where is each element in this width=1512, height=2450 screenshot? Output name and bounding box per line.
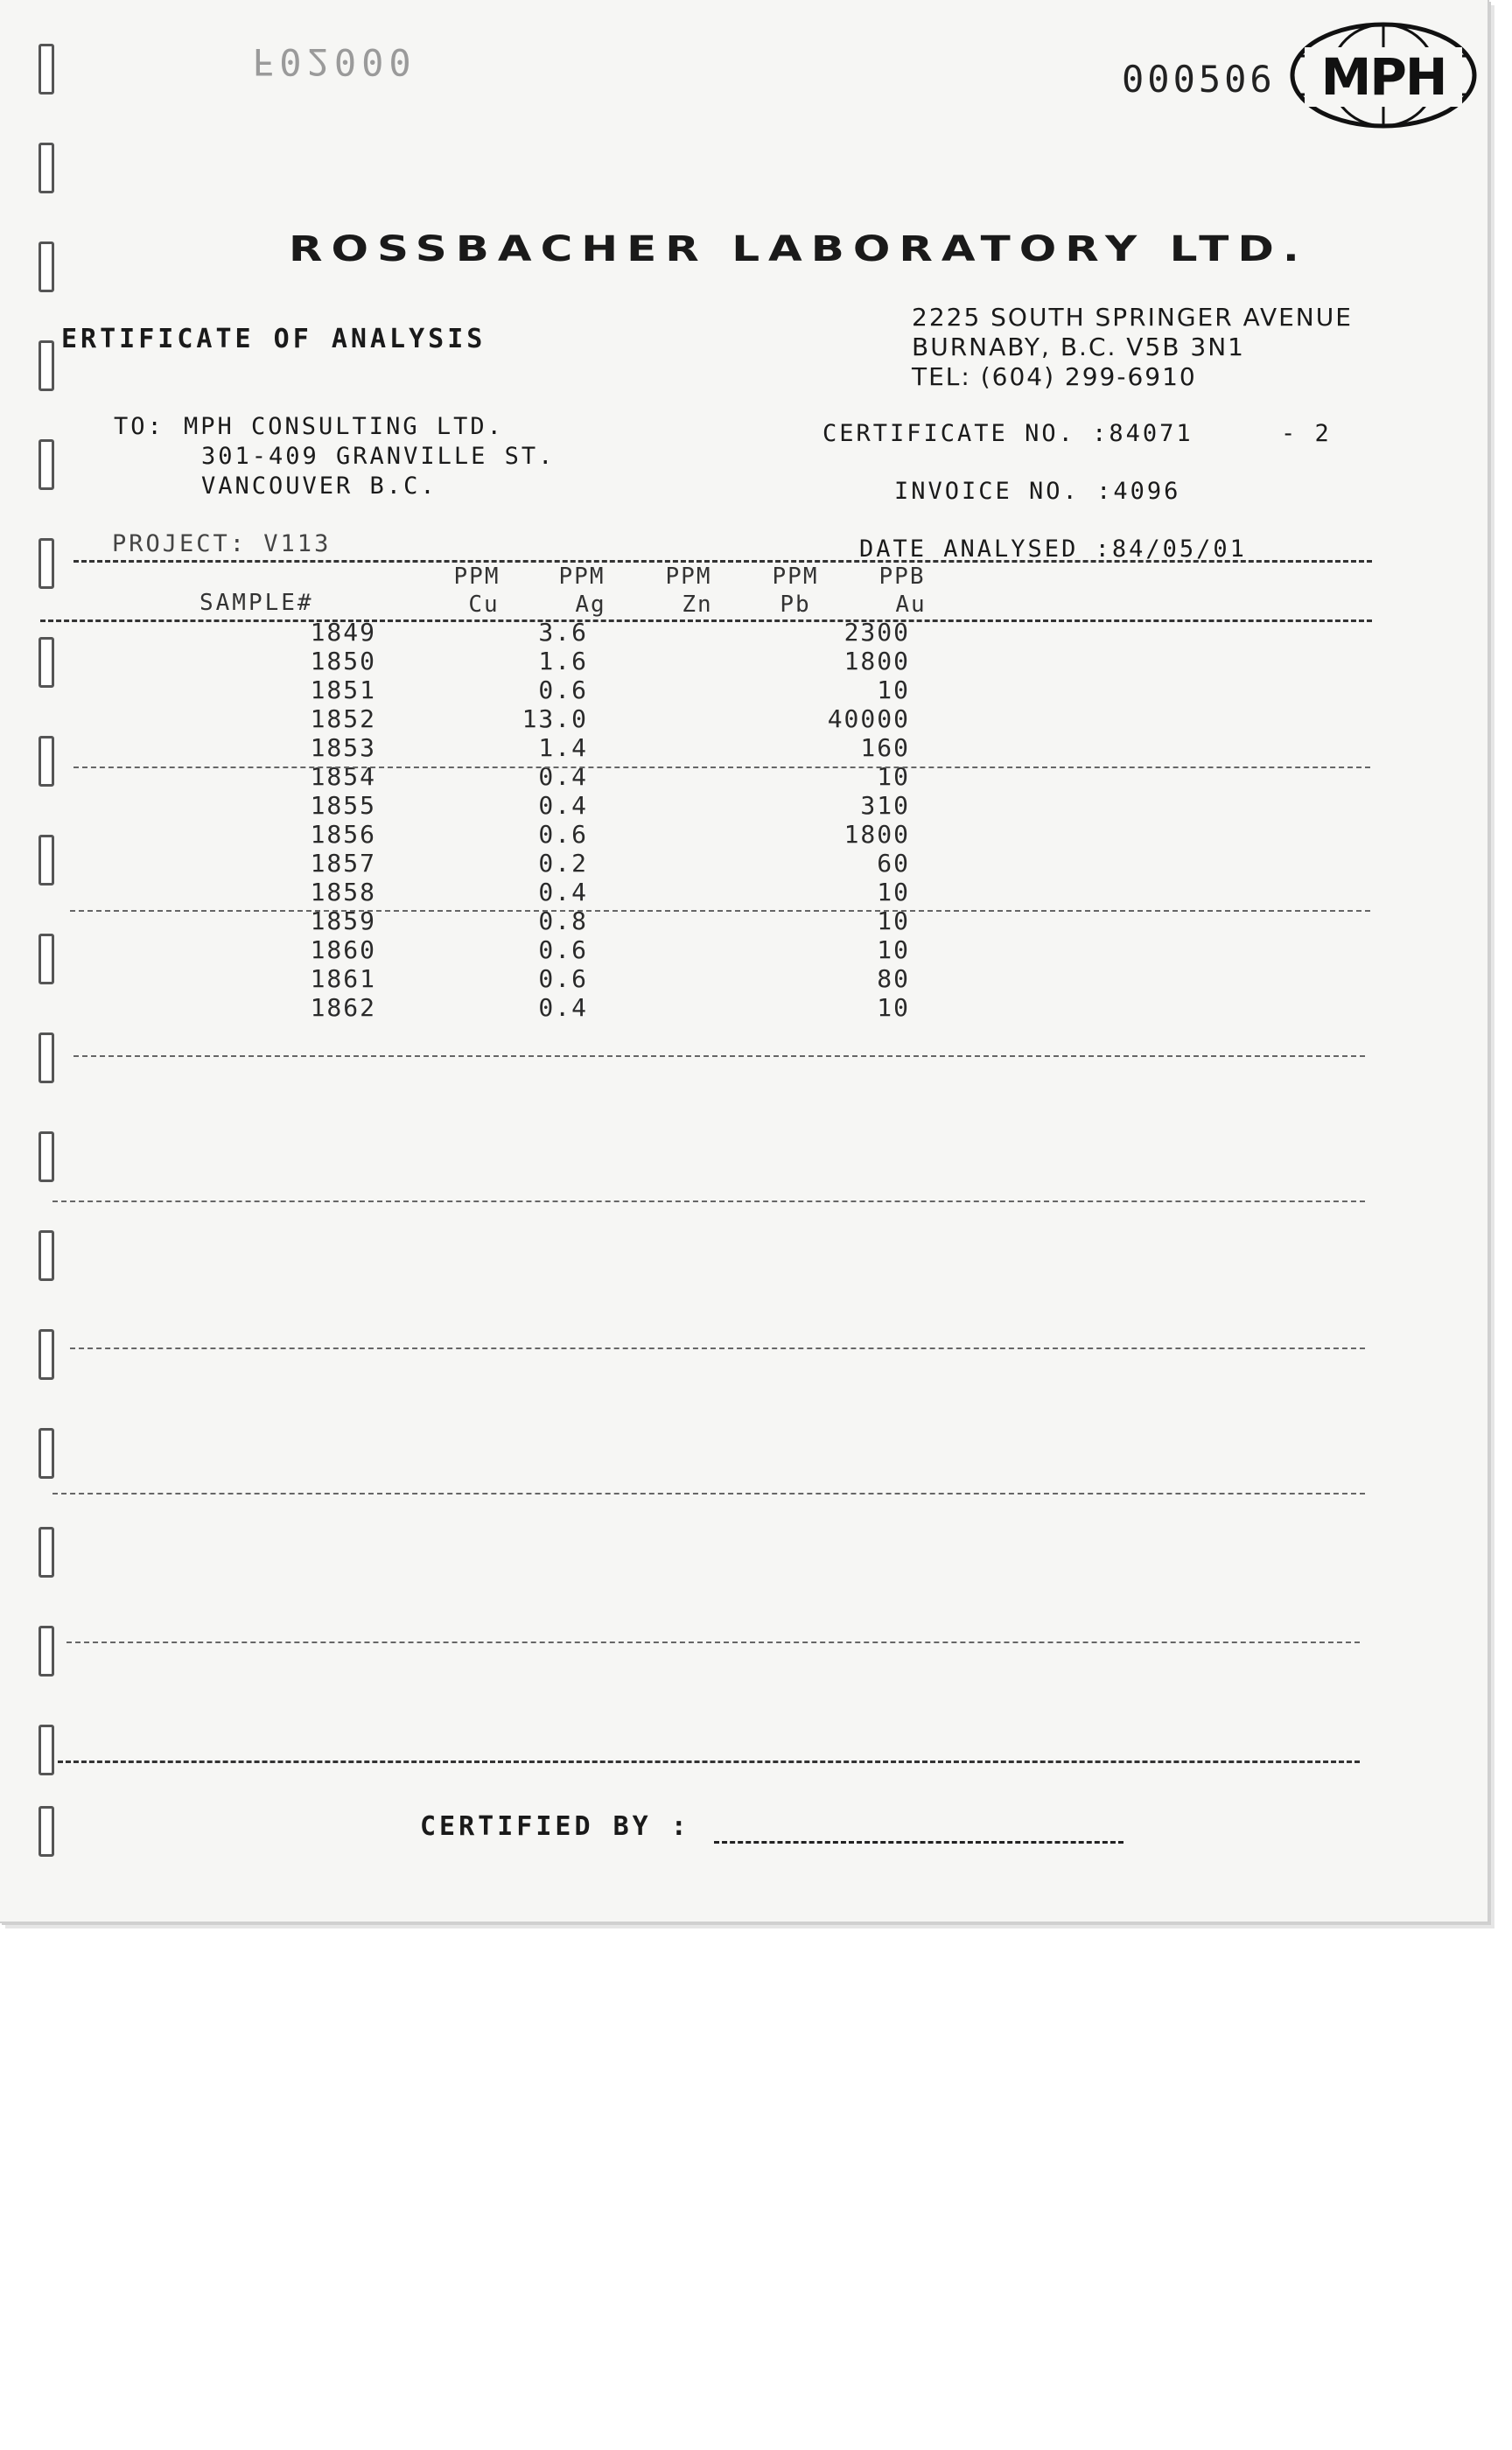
sample-cell: 1860 <box>310 935 376 964</box>
client-street: 301-409 GRANVILLE ST. <box>201 443 556 470</box>
address-line-2: BURNABY, B.C. V5B 3N1 <box>912 332 1245 361</box>
au-cell: 2300 <box>844 618 910 647</box>
sample-cell: 1851 <box>310 676 376 704</box>
binder-hole <box>38 44 54 94</box>
client-name: MPH CONSULTING LTD. <box>184 413 504 440</box>
col-element-ag: Ag <box>575 592 606 618</box>
table-row <box>0 676 1488 704</box>
col-unit-au: PPB <box>878 564 926 590</box>
binder-hole <box>38 1230 54 1281</box>
address-phone: TEL: (604) 299-6910 <box>912 362 1197 391</box>
row-group-rule <box>74 766 1370 768</box>
binder-hole <box>38 1527 54 1578</box>
logo-text: MPH <box>1305 47 1462 107</box>
ag-cell: 13.0 <box>522 704 588 733</box>
client-city: VANCOUVER B.C. <box>201 472 438 500</box>
sample-cell: 1852 <box>310 704 376 733</box>
au-cell: 1800 <box>844 820 910 849</box>
au-cell: 10 <box>877 676 910 704</box>
table-row <box>0 849 1488 878</box>
lab-name: ROSSBACHER LABORATORY LTD. <box>289 229 1308 270</box>
au-cell: 310 <box>860 791 910 820</box>
au-cell: 10 <box>877 762 910 791</box>
col-element-cu: Cu <box>468 592 500 618</box>
ag-cell: 1.6 <box>538 647 588 676</box>
ag-cell: 0.8 <box>538 906 588 935</box>
certificate-title: ERTIFICATE OF ANALYSIS <box>61 324 486 354</box>
blank-rule <box>52 1200 1365 1202</box>
mph-logo <box>1290 21 1477 130</box>
project-label: PROJECT: V113 <box>112 530 332 557</box>
sample-cell: 1861 <box>310 964 376 993</box>
au-cell: 80 <box>877 964 910 993</box>
binder-hole <box>38 538 54 589</box>
certified-by-label: CERTIFIED BY : <box>420 1811 690 1842</box>
au-cell: 40000 <box>827 704 910 733</box>
sample-cell: 1850 <box>310 647 376 676</box>
table-row <box>0 964 1488 993</box>
sample-cell: 1856 <box>310 820 376 849</box>
ag-cell: 0.6 <box>538 964 588 993</box>
table-row <box>0 935 1488 964</box>
sample-header: SAMPLE# <box>200 590 314 616</box>
to-label: TO: <box>114 413 164 440</box>
sample-cell: 1862 <box>310 993 376 1022</box>
ag-cell: 0.2 <box>538 849 588 878</box>
certificate-number: CERTIFICATE NO. :84071 <box>822 420 1194 447</box>
sample-cell: 1858 <box>310 878 376 906</box>
ag-cell: 0.4 <box>538 762 588 791</box>
sample-cell: 1849 <box>310 618 376 647</box>
blank-rule <box>52 1493 1365 1494</box>
table-row <box>0 878 1488 906</box>
binder-hole <box>38 1725 54 1775</box>
table-row <box>0 820 1488 849</box>
au-cell: 10 <box>877 878 910 906</box>
table-row <box>0 733 1488 762</box>
binder-hole <box>38 1806 54 1857</box>
top-left-code: F02000 <box>252 40 416 83</box>
table-row <box>0 791 1488 820</box>
row-group-rule <box>70 910 1370 912</box>
au-cell: 10 <box>877 935 910 964</box>
header-rule <box>74 560 1372 563</box>
au-cell: 10 <box>877 993 910 1022</box>
binder-hole <box>38 1329 54 1380</box>
signature-line <box>714 1841 1124 1844</box>
document-number: 000506 <box>1122 58 1276 101</box>
binder-hole <box>38 1131 54 1182</box>
blank-rule <box>74 1055 1365 1057</box>
binder-hole <box>38 340 54 391</box>
sample-cell: 1857 <box>310 849 376 878</box>
blank-rule <box>70 1348 1365 1349</box>
table-row <box>0 704 1488 733</box>
sample-cell: 1854 <box>310 762 376 791</box>
certificate-suffix: - 2 <box>1281 420 1332 447</box>
ag-cell: 0.4 <box>538 993 588 1022</box>
binder-hole <box>38 1428 54 1479</box>
binder-hole <box>38 1626 54 1676</box>
binder-hole <box>38 1032 54 1083</box>
date-analysed: DATE ANALYSED :84/05/01 <box>859 536 1247 563</box>
table-row <box>0 993 1488 1022</box>
sample-cell: 1859 <box>310 906 376 935</box>
ag-cell: 0.6 <box>538 820 588 849</box>
sample-cell: 1853 <box>310 733 376 762</box>
au-cell: 10 <box>877 906 910 935</box>
invoice-number: INVOICE NO. :4096 <box>894 478 1181 505</box>
ag-cell: 3.6 <box>538 618 588 647</box>
col-element-pb: Pb <box>780 592 811 618</box>
footer-rule <box>58 1760 1360 1763</box>
ag-cell: 0.6 <box>538 676 588 704</box>
col-element-zn: Zn <box>682 592 713 618</box>
table-row <box>0 647 1488 676</box>
ag-cell: 1.4 <box>538 733 588 762</box>
sample-cell: 1855 <box>310 791 376 820</box>
col-unit-cu: PPM <box>453 564 500 590</box>
col-unit-pb: PPM <box>772 564 819 590</box>
au-cell: 60 <box>877 849 910 878</box>
col-element-au: Au <box>895 592 927 618</box>
col-unit-zn: PPM <box>665 564 712 590</box>
au-cell: 1800 <box>844 647 910 676</box>
ag-cell: 0.4 <box>538 878 588 906</box>
table-row <box>0 618 1488 647</box>
col-unit-ag: PPM <box>558 564 606 590</box>
binder-hole <box>38 143 54 193</box>
ag-cell: 0.6 <box>538 935 588 964</box>
binder-hole <box>38 439 54 490</box>
ag-cell: 0.4 <box>538 791 588 820</box>
binder-hole <box>38 242 54 292</box>
address-line-1: 2225 SOUTH SPRINGER AVENUE <box>912 303 1353 332</box>
au-cell: 160 <box>860 733 910 762</box>
blank-rule <box>66 1642 1360 1643</box>
